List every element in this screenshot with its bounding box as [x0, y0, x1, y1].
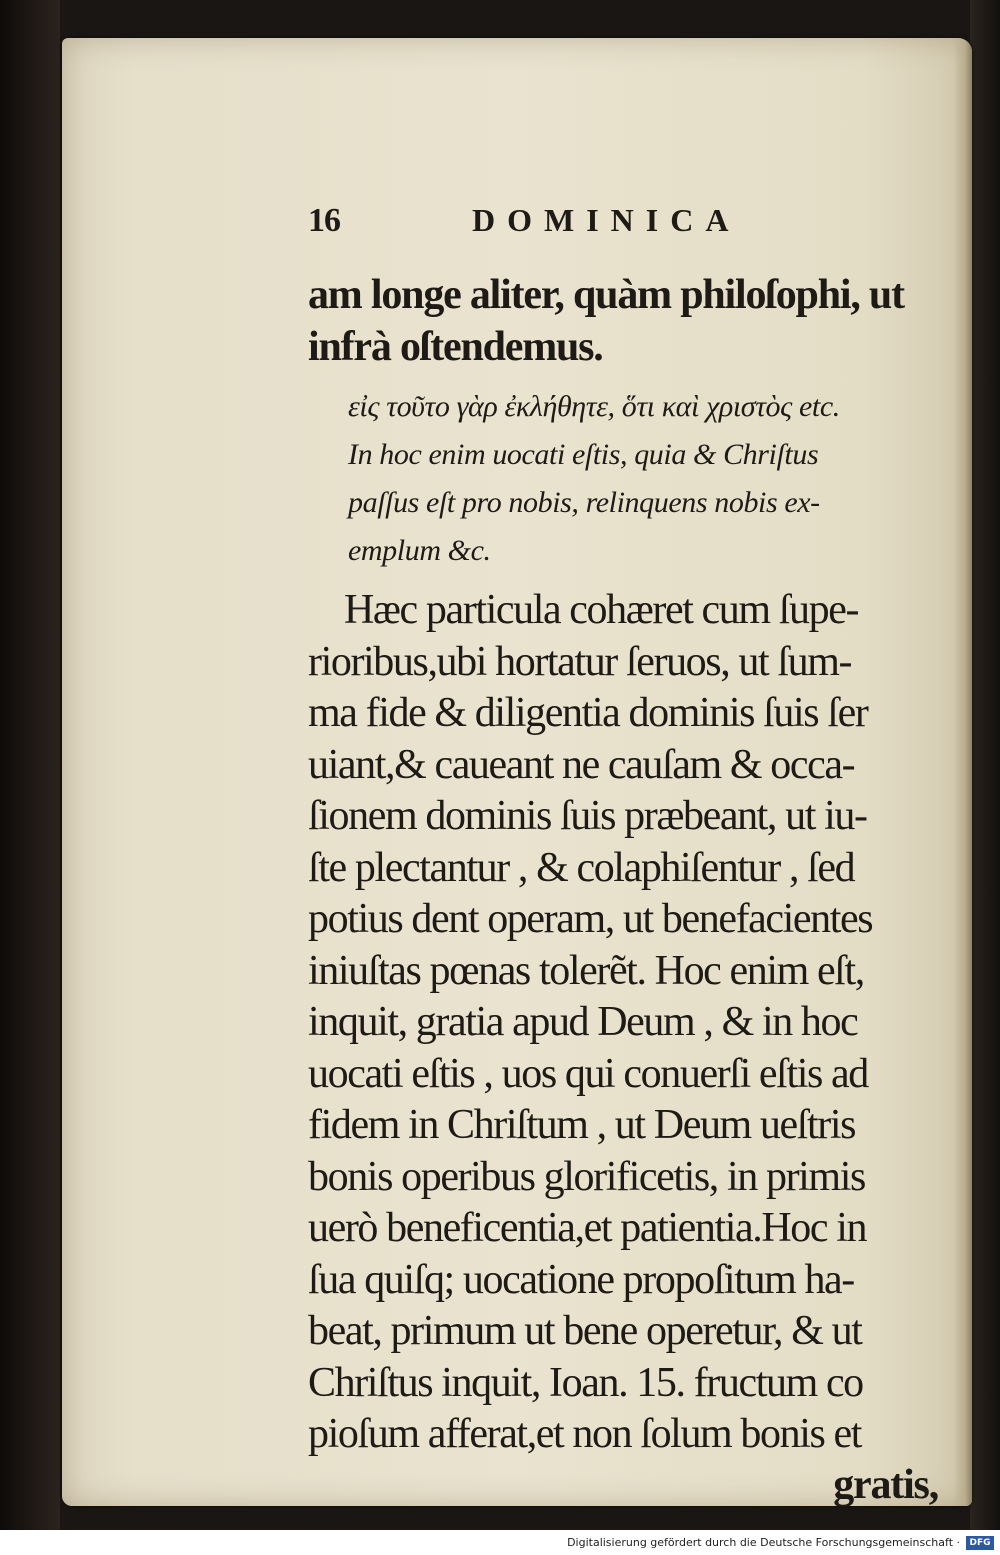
page-number: 16	[308, 202, 340, 239]
book-page	[62, 38, 972, 1506]
text-line: ſte plectantur , & colaphiſentur , ſed	[308, 844, 855, 891]
text-line: ma fide & diligentia dominis ſuis ſer	[308, 690, 868, 736]
text-line: Hæc particula cohæret cum ſupe-	[344, 587, 859, 633]
dfg-logo: DFG	[966, 1536, 994, 1550]
text-line: potius dent operam, ut benefacientes	[308, 896, 873, 942]
text-line: ſua quiſq; uocatione propoſitum ha-	[308, 1256, 854, 1303]
digitization-footer	[0, 1530, 1000, 1555]
text-line: iniuſtas pœnas tolerẽt. Hoc enim eſt,	[308, 947, 864, 994]
text-line: ſionem dominis ſuis præbeant, ut iu-	[308, 793, 867, 839]
text-line: rioribus,ubi hortatur ſeruos, ut ſum-	[308, 638, 852, 685]
text-line: beat, primum ut bene operetur, & ut	[308, 1308, 862, 1354]
latin-quote-line: emplum &c.	[348, 534, 491, 567]
text-line: fidem in Chriſtum , ut Deum ueſtris	[308, 1102, 856, 1148]
catchword: gratis,	[833, 1461, 938, 1508]
catchword-row	[308, 1461, 948, 1509]
latin-quote-line: In hoc enim uocati eſtis, quia & Chriſtus	[348, 438, 819, 471]
body-paragraph	[308, 585, 948, 1461]
greek-quote-line: εἰς τοῦτο γὰρ ἐκλήθητε, ὅτι καὶ χριστὸς etc.	[348, 390, 840, 423]
text-line: pioſum afferat,et non ſolum bonis et	[308, 1411, 862, 1457]
text-line: infrà oſtendemus.	[308, 323, 603, 370]
text-line: Chriſtus inquit, Ioan. 15. fructum co	[308, 1359, 863, 1406]
text-line: am longe aliter, quàm philoſophi, ut	[308, 272, 904, 318]
book-cover-left	[0, 0, 60, 1530]
text-line: inquit, gratia apud Deum , & in hoc	[308, 999, 858, 1045]
funding-credit: Digitalisierung gefördert durch die Deutsche Forschungsgemeinschaft ·	[567, 1536, 960, 1549]
scripture-quotation	[308, 383, 948, 575]
text-line: uocati eſtis , uos qui conuerſi eſtis ad	[308, 1050, 868, 1097]
running-head: DOMINICA	[472, 202, 741, 238]
latin-quote-line: paſſus eſt pro nobis, relinquens nobis ex-	[348, 486, 820, 519]
book-cover-right	[970, 0, 1000, 1530]
text-line: uerò beneficentia,et patientia.Hoc in	[308, 1205, 867, 1251]
text-line: bonis operibus glorificetis, in primis	[308, 1153, 865, 1200]
intro-paragraph	[308, 270, 948, 373]
page-edge-shadow	[954, 38, 972, 1506]
text-block	[308, 202, 948, 1509]
text-line: uiant,& caueant ne cauſam & occa-	[308, 741, 855, 788]
page-header	[308, 202, 948, 264]
